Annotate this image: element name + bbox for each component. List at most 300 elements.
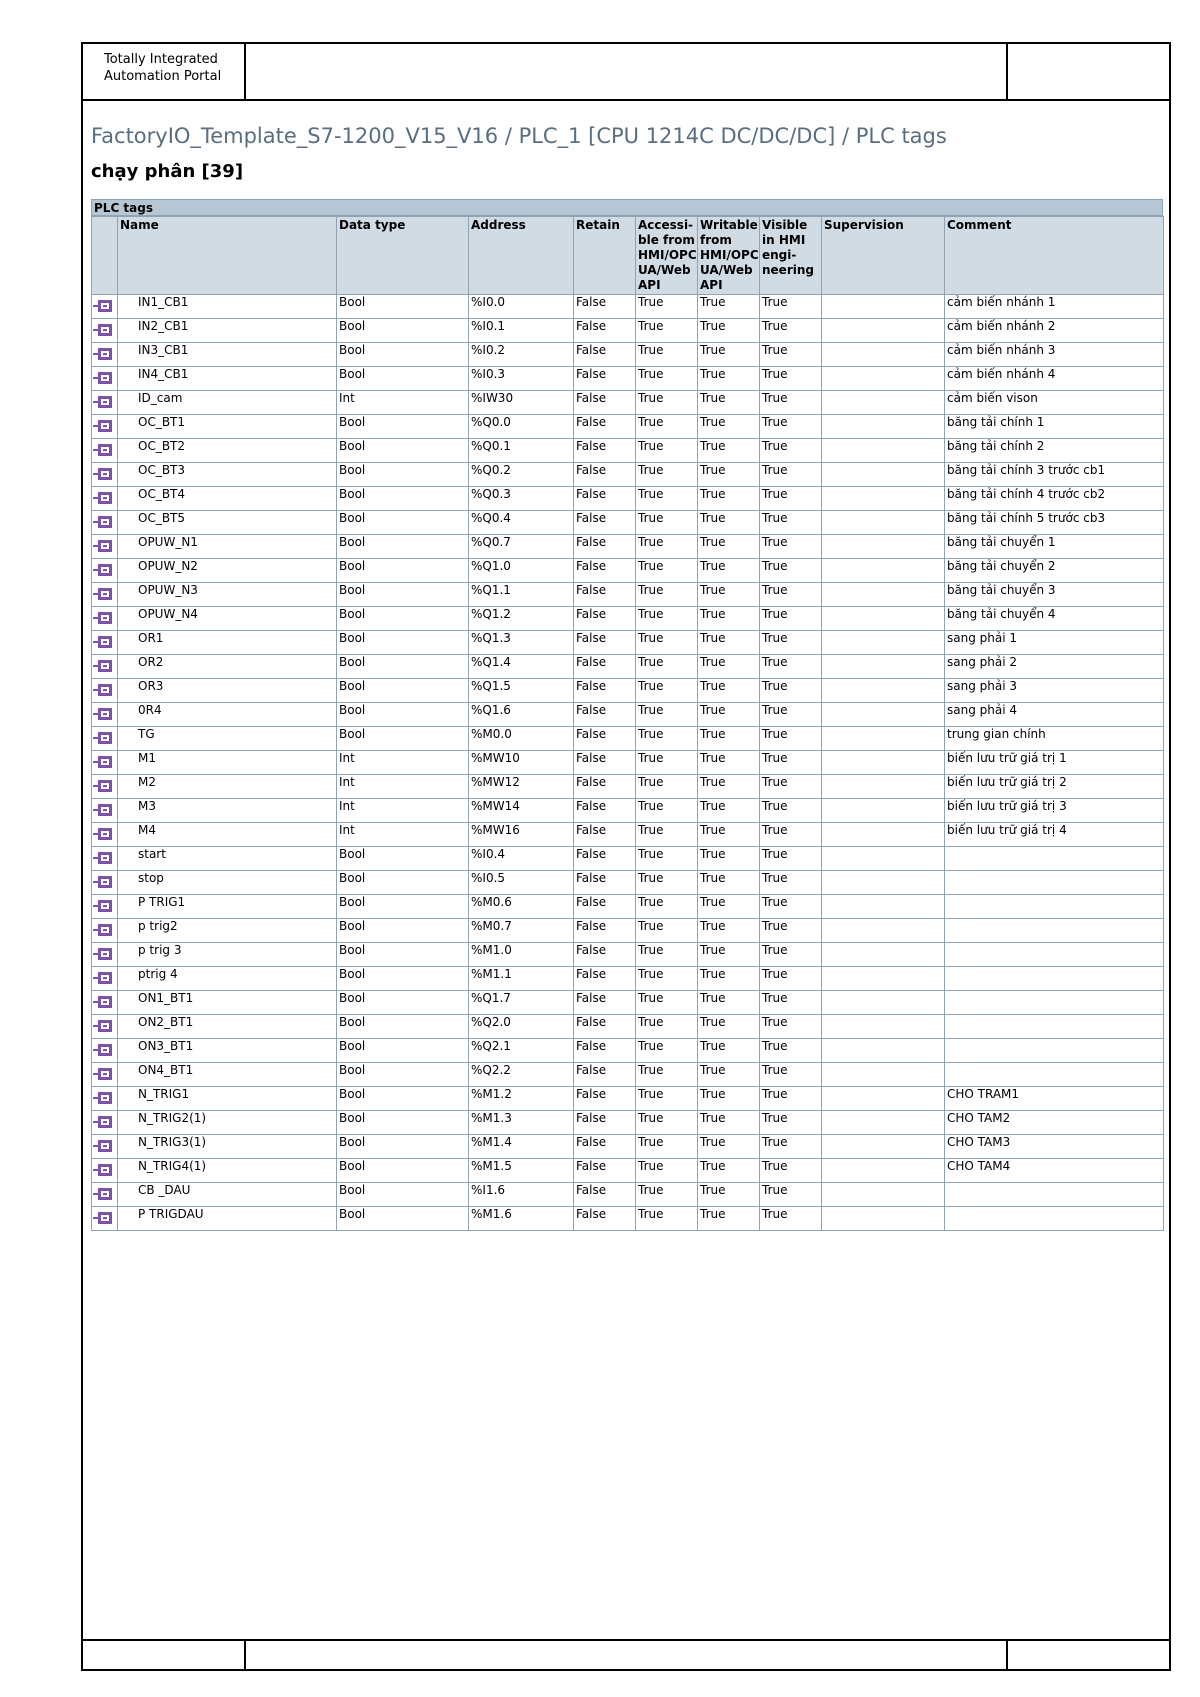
cell-supervision	[822, 535, 945, 559]
cell-name: IN3_CB1	[118, 343, 337, 367]
cell-writable: True	[698, 679, 760, 703]
row-icon-cell	[92, 367, 118, 391]
row-icon-cell	[92, 1135, 118, 1159]
row-icon-cell	[92, 1063, 118, 1087]
cell-comment: CHO TAM3	[945, 1135, 1164, 1159]
cell-writable: True	[698, 943, 760, 967]
cell-supervision	[822, 703, 945, 727]
cell-type: Bool	[337, 631, 469, 655]
cell-accessible: True	[636, 463, 698, 487]
cell-writable: True	[698, 775, 760, 799]
cell-accessible: True	[636, 991, 698, 1015]
cell-name: 0R4	[118, 703, 337, 727]
row-icon-cell	[92, 679, 118, 703]
plc-tag-icon	[93, 1043, 113, 1057]
table-row	[92, 295, 1164, 319]
cell-name: OPUW_N4	[118, 607, 337, 631]
cell-retain: False	[574, 487, 636, 511]
cell-accessible: True	[636, 655, 698, 679]
cell-visible: True	[760, 1111, 822, 1135]
cell-address: %M1.3	[469, 1111, 574, 1135]
cell-name: OC_BT2	[118, 439, 337, 463]
cell-visible: True	[760, 655, 822, 679]
cell-comment: sang phải 1	[945, 631, 1164, 655]
cell-supervision	[822, 631, 945, 655]
cell-accessible: True	[636, 823, 698, 847]
table-row	[92, 943, 1164, 967]
cell-supervision	[822, 727, 945, 751]
row-icon-cell	[92, 391, 118, 415]
cell-visible: True	[760, 1207, 822, 1231]
cell-name: N_TRIG2(1)	[118, 1111, 337, 1135]
cell-retain: False	[574, 1135, 636, 1159]
cell-name: ON2_BT1	[118, 1015, 337, 1039]
plc-tag-icon	[93, 1067, 113, 1081]
cell-retain: False	[574, 559, 636, 583]
cell-address: %Q0.3	[469, 487, 574, 511]
row-icon-cell	[92, 1111, 118, 1135]
cell-supervision	[822, 775, 945, 799]
plc-tag-icon	[93, 995, 113, 1009]
table-row	[92, 391, 1164, 415]
plc-tag-icon	[93, 1019, 113, 1033]
cell-supervision	[822, 991, 945, 1015]
cell-address: %Q1.0	[469, 559, 574, 583]
cell-name: OR3	[118, 679, 337, 703]
table-row	[92, 727, 1164, 751]
cell-type: Bool	[337, 1111, 469, 1135]
cell-visible: True	[760, 895, 822, 919]
cell-accessible: True	[636, 439, 698, 463]
col-icon-header	[92, 217, 118, 295]
plc-tag-icon	[93, 827, 113, 841]
cell-supervision	[822, 1111, 945, 1135]
cell-accessible: True	[636, 1111, 698, 1135]
cell-writable: True	[698, 439, 760, 463]
cell-writable: True	[698, 559, 760, 583]
row-icon-cell	[92, 511, 118, 535]
cell-accessible: True	[636, 895, 698, 919]
cell-retain: False	[574, 1063, 636, 1087]
cell-type: Bool	[337, 343, 469, 367]
cell-visible: True	[760, 1063, 822, 1087]
table-row	[92, 559, 1164, 583]
table-row	[92, 967, 1164, 991]
cell-retain: False	[574, 847, 636, 871]
plc-tag-icon	[93, 635, 113, 649]
cell-type: Bool	[337, 1135, 469, 1159]
cell-retain: False	[574, 415, 636, 439]
cell-comment: CHO TRAM1	[945, 1087, 1164, 1111]
cell-retain: False	[574, 775, 636, 799]
plc-tag-icon	[93, 851, 113, 865]
cell-writable: True	[698, 535, 760, 559]
cell-type: Bool	[337, 655, 469, 679]
cell-visible: True	[760, 631, 822, 655]
cell-comment: sang phải 4	[945, 703, 1164, 727]
cell-type: Int	[337, 799, 469, 823]
row-icon-cell	[92, 1015, 118, 1039]
cell-type: Bool	[337, 415, 469, 439]
cell-retain: False	[574, 895, 636, 919]
cell-writable: True	[698, 967, 760, 991]
cell-comment: cảm biến nhánh 3	[945, 343, 1164, 367]
cell-comment: biến lưu trữ giá trị 3	[945, 799, 1164, 823]
cell-writable: True	[698, 583, 760, 607]
cell-address: %MW14	[469, 799, 574, 823]
cell-name: OPUW_N2	[118, 559, 337, 583]
cell-type: Bool	[337, 439, 469, 463]
cell-accessible: True	[636, 943, 698, 967]
cell-accessible: True	[636, 583, 698, 607]
cell-retain: False	[574, 463, 636, 487]
cell-accessible: True	[636, 1183, 698, 1207]
cell-retain: False	[574, 1039, 636, 1063]
cell-address: %M0.7	[469, 919, 574, 943]
cell-writable: True	[698, 295, 760, 319]
cell-supervision	[822, 1015, 945, 1039]
cell-writable: True	[698, 895, 760, 919]
cell-type: Bool	[337, 1015, 469, 1039]
cell-address: %MW10	[469, 751, 574, 775]
plc-tag-icon	[93, 443, 113, 457]
cell-retain: False	[574, 319, 636, 343]
row-icon-cell	[92, 967, 118, 991]
cell-comment: băng tải chính 1	[945, 415, 1164, 439]
cell-writable: True	[698, 1159, 760, 1183]
cell-address: %Q1.6	[469, 703, 574, 727]
plc-tag-icon	[93, 1211, 113, 1225]
cell-type: Bool	[337, 511, 469, 535]
cell-writable: True	[698, 487, 760, 511]
cell-retain: False	[574, 991, 636, 1015]
cell-comment: biến lưu trữ giá trị 2	[945, 775, 1164, 799]
cell-address: %Q0.4	[469, 511, 574, 535]
cell-address: %I0.4	[469, 847, 574, 871]
cell-visible: True	[760, 847, 822, 871]
cell-name: ID_cam	[118, 391, 337, 415]
cell-accessible: True	[636, 511, 698, 535]
cell-type: Bool	[337, 847, 469, 871]
cell-writable: True	[698, 847, 760, 871]
cell-name: IN4_CB1	[118, 367, 337, 391]
cell-type: Bool	[337, 1159, 469, 1183]
cell-comment: CHO TAM4	[945, 1159, 1164, 1183]
cell-address: %M0.0	[469, 727, 574, 751]
cell-address: %M1.6	[469, 1207, 574, 1231]
header-app-line1: Totally Integrated	[104, 52, 218, 67]
plc-tag-icon	[93, 803, 113, 817]
header-right-cell	[1006, 44, 1169, 99]
cell-visible: True	[760, 919, 822, 943]
row-icon-cell	[92, 487, 118, 511]
cell-retain: False	[574, 751, 636, 775]
row-icon-cell	[92, 463, 118, 487]
cell-writable: True	[698, 391, 760, 415]
table-row	[92, 1111, 1164, 1135]
cell-writable: True	[698, 1207, 760, 1231]
cell-writable: True	[698, 919, 760, 943]
cell-name: M3	[118, 799, 337, 823]
cell-retain: False	[574, 535, 636, 559]
cell-visible: True	[760, 1183, 822, 1207]
row-icon-cell	[92, 631, 118, 655]
cell-address: %I0.2	[469, 343, 574, 367]
cell-visible: True	[760, 391, 822, 415]
cell-writable: True	[698, 319, 760, 343]
cell-address: %M0.6	[469, 895, 574, 919]
cell-address: %Q0.2	[469, 463, 574, 487]
cell-accessible: True	[636, 919, 698, 943]
cell-writable: True	[698, 631, 760, 655]
cell-name: M2	[118, 775, 337, 799]
plc-tag-icon	[93, 731, 113, 745]
cell-writable: True	[698, 655, 760, 679]
plc-tag-icon	[93, 611, 113, 625]
cell-name: N_TRIG1	[118, 1087, 337, 1111]
section-header: PLC tags	[91, 199, 1163, 216]
cell-accessible: True	[636, 631, 698, 655]
cell-supervision	[822, 967, 945, 991]
col-header: Accessi-ble from HMI/OPC UA/Web API	[636, 217, 698, 295]
cell-accessible: True	[636, 679, 698, 703]
footer-left-cell	[83, 1641, 246, 1669]
cell-retain: False	[574, 943, 636, 967]
cell-visible: True	[760, 295, 822, 319]
cell-type: Bool	[337, 463, 469, 487]
cell-type: Bool	[337, 919, 469, 943]
table-row	[92, 319, 1164, 343]
page-header	[83, 44, 1169, 101]
table-row	[92, 655, 1164, 679]
cell-accessible: True	[636, 967, 698, 991]
table-row	[92, 583, 1164, 607]
page-title: FactoryIO_Template_S7-1200_V15_V16 / PLC_1 [CPU 1214C DC/DC/DC] / PLC tags	[91, 124, 947, 148]
cell-supervision	[822, 391, 945, 415]
row-icon-cell	[92, 703, 118, 727]
cell-visible: True	[760, 535, 822, 559]
cell-retain: False	[574, 727, 636, 751]
table-row	[92, 439, 1164, 463]
cell-visible: True	[760, 871, 822, 895]
plc-tag-icon	[93, 395, 113, 409]
plc-tag-icon	[93, 779, 113, 793]
cell-accessible: True	[636, 1063, 698, 1087]
cell-supervision	[822, 559, 945, 583]
cell-retain: False	[574, 799, 636, 823]
cell-comment: biến lưu trữ giá trị 1	[945, 751, 1164, 775]
cell-comment	[945, 919, 1164, 943]
plc-tag-icon	[93, 1187, 113, 1201]
cell-name: ON1_BT1	[118, 991, 337, 1015]
table-row	[92, 511, 1164, 535]
plc-tag-icon	[93, 1091, 113, 1105]
col-header: Data type	[337, 217, 469, 295]
cell-writable: True	[698, 607, 760, 631]
plc-tag-icon	[93, 1139, 113, 1153]
cell-visible: True	[760, 319, 822, 343]
cell-comment: băng tải chính 5 trước cb3	[945, 511, 1164, 535]
cell-name: OC_BT1	[118, 415, 337, 439]
cell-accessible: True	[636, 1159, 698, 1183]
plc-tag-icon	[93, 419, 113, 433]
row-icon-cell	[92, 991, 118, 1015]
cell-comment	[945, 943, 1164, 967]
cell-supervision	[822, 319, 945, 343]
plc-tag-icon	[93, 515, 113, 529]
cell-accessible: True	[636, 1015, 698, 1039]
table-row	[92, 919, 1164, 943]
cell-visible: True	[760, 679, 822, 703]
cell-accessible: True	[636, 1039, 698, 1063]
row-icon-cell	[92, 583, 118, 607]
cell-type: Int	[337, 751, 469, 775]
row-icon-cell	[92, 799, 118, 823]
cell-type: Bool	[337, 367, 469, 391]
cell-supervision	[822, 823, 945, 847]
cell-type: Bool	[337, 1039, 469, 1063]
cell-supervision	[822, 919, 945, 943]
cell-visible: True	[760, 511, 822, 535]
col-header: Retain	[574, 217, 636, 295]
cell-supervision	[822, 895, 945, 919]
cell-accessible: True	[636, 319, 698, 343]
row-icon-cell	[92, 727, 118, 751]
cell-name: OR2	[118, 655, 337, 679]
cell-retain: False	[574, 511, 636, 535]
row-icon-cell	[92, 607, 118, 631]
cell-name: OC_BT4	[118, 487, 337, 511]
cell-type: Bool	[337, 871, 469, 895]
cell-accessible: True	[636, 295, 698, 319]
table-row	[92, 799, 1164, 823]
cell-supervision	[822, 511, 945, 535]
cell-address: %Q2.1	[469, 1039, 574, 1063]
cell-supervision	[822, 487, 945, 511]
cell-address: %I0.3	[469, 367, 574, 391]
cell-retain: False	[574, 919, 636, 943]
col-header: Visible in HMI engi-neering	[760, 217, 822, 295]
cell-supervision	[822, 655, 945, 679]
cell-name: ptrig 4	[118, 967, 337, 991]
cell-visible: True	[760, 799, 822, 823]
cell-address: %M1.5	[469, 1159, 574, 1183]
cell-writable: True	[698, 823, 760, 847]
table-row	[92, 991, 1164, 1015]
plc-tag-icon	[93, 683, 113, 697]
cell-comment	[945, 1183, 1164, 1207]
cell-address: %I0.0	[469, 295, 574, 319]
cell-comment	[945, 1063, 1164, 1087]
cell-visible: True	[760, 343, 822, 367]
cell-supervision	[822, 751, 945, 775]
cell-retain: False	[574, 1111, 636, 1135]
cell-address: %MW12	[469, 775, 574, 799]
row-icon-cell	[92, 415, 118, 439]
cell-supervision	[822, 799, 945, 823]
header-app-line2: Automation Portal	[104, 69, 222, 84]
cell-supervision	[822, 1087, 945, 1111]
cell-type: Bool	[337, 703, 469, 727]
plc-tag-icon	[93, 659, 113, 673]
cell-accessible: True	[636, 367, 698, 391]
cell-address: %M1.0	[469, 943, 574, 967]
cell-writable: True	[698, 751, 760, 775]
cell-retain: False	[574, 655, 636, 679]
plc-tag-icon	[93, 1163, 113, 1177]
cell-writable: True	[698, 1039, 760, 1063]
cell-supervision	[822, 343, 945, 367]
cell-name: ON4_BT1	[118, 1063, 337, 1087]
cell-supervision	[822, 439, 945, 463]
cell-visible: True	[760, 463, 822, 487]
cell-name: N_TRIG3(1)	[118, 1135, 337, 1159]
plc-tag-icon	[93, 347, 113, 361]
table-row	[92, 631, 1164, 655]
cell-name: stop	[118, 871, 337, 895]
row-icon-cell	[92, 655, 118, 679]
table-row	[92, 847, 1164, 871]
cell-visible: True	[760, 607, 822, 631]
cell-retain: False	[574, 679, 636, 703]
footer-right-cell	[1006, 1641, 1169, 1669]
plc-tag-icon	[93, 947, 113, 961]
cell-name: M1	[118, 751, 337, 775]
plc-tag-icon	[93, 323, 113, 337]
cell-name: CB _DAU	[118, 1183, 337, 1207]
cell-visible: True	[760, 775, 822, 799]
cell-visible: True	[760, 1135, 822, 1159]
table-row	[92, 1135, 1164, 1159]
cell-name: ON3_BT1	[118, 1039, 337, 1063]
cell-address: %M1.4	[469, 1135, 574, 1159]
cell-comment: băng tải chính 4 trước cb2	[945, 487, 1164, 511]
table-row	[92, 679, 1164, 703]
cell-address: %IW30	[469, 391, 574, 415]
row-icon-cell	[92, 1159, 118, 1183]
cell-visible: True	[760, 943, 822, 967]
cell-retain: False	[574, 1087, 636, 1111]
cell-comment: cảm biến nhánh 2	[945, 319, 1164, 343]
cell-name: OC_BT3	[118, 463, 337, 487]
row-icon-cell	[92, 295, 118, 319]
plc-tag-icon	[93, 1115, 113, 1129]
cell-address: %M1.2	[469, 1087, 574, 1111]
row-icon-cell	[92, 535, 118, 559]
cell-writable: True	[698, 799, 760, 823]
cell-type: Bool	[337, 1063, 469, 1087]
cell-comment	[945, 1207, 1164, 1231]
table-row	[92, 415, 1164, 439]
cell-accessible: True	[636, 775, 698, 799]
row-icon-cell	[92, 751, 118, 775]
cell-type: Int	[337, 823, 469, 847]
table-row	[92, 775, 1164, 799]
cell-visible: True	[760, 487, 822, 511]
page-subtitle: chạy phân [39]	[91, 161, 244, 182]
cell-retain: False	[574, 823, 636, 847]
col-header: Address	[469, 217, 574, 295]
cell-visible: True	[760, 991, 822, 1015]
cell-visible: True	[760, 1015, 822, 1039]
cell-visible: True	[760, 1039, 822, 1063]
cell-comment	[945, 1039, 1164, 1063]
cell-accessible: True	[636, 391, 698, 415]
cell-type: Bool	[337, 1207, 469, 1231]
cell-name: OPUW_N3	[118, 583, 337, 607]
cell-type: Int	[337, 775, 469, 799]
cell-supervision	[822, 1183, 945, 1207]
